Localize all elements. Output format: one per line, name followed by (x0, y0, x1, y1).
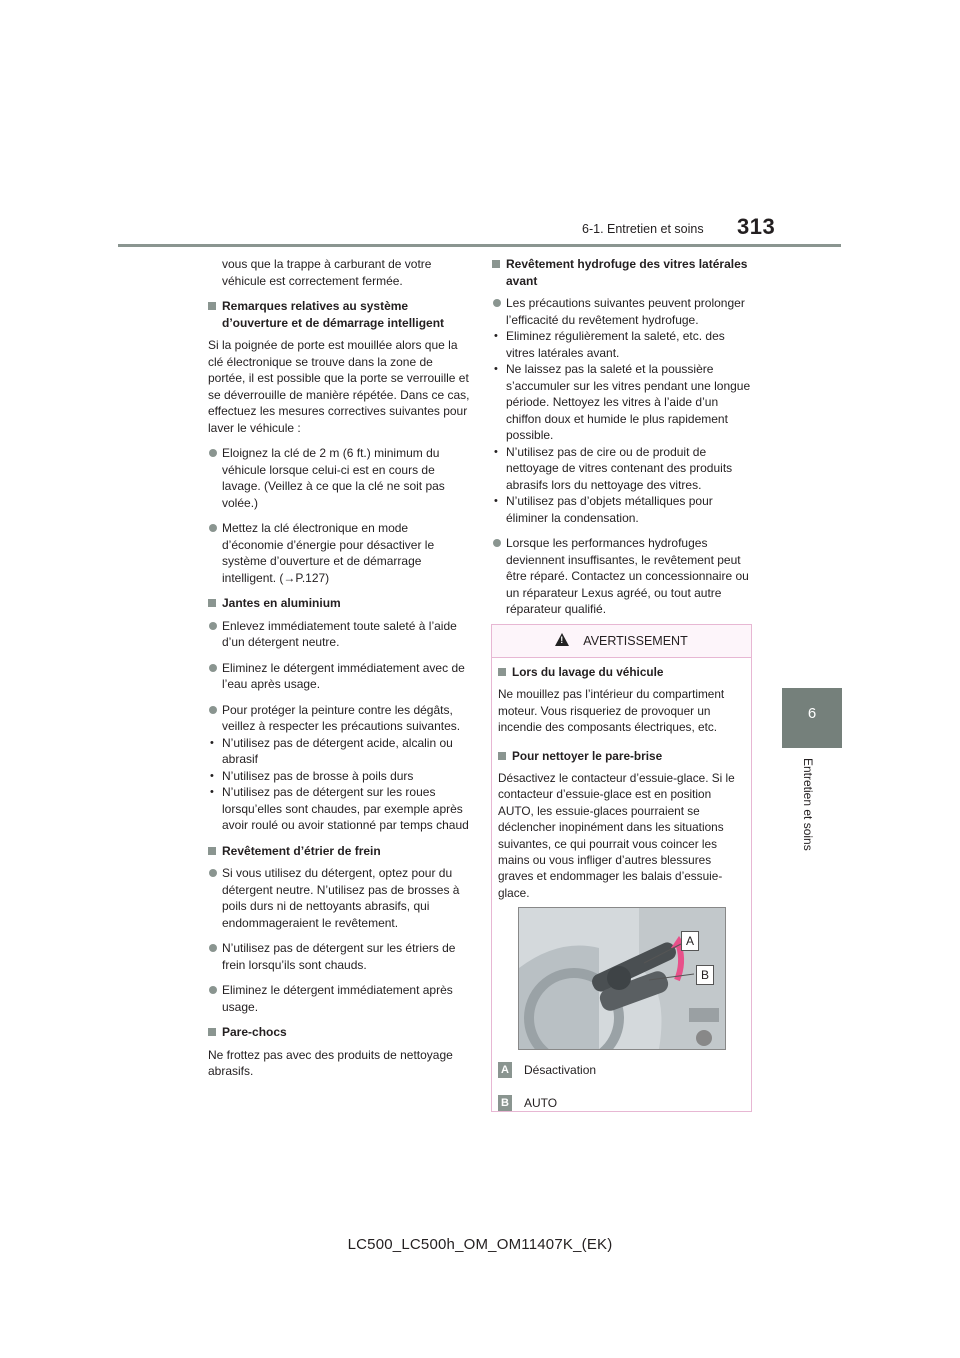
right-column (492, 256, 752, 627)
heading-alloy-wheels: Jantes en aluminium (208, 595, 470, 612)
sub-item: • N’utilisez pas d’objets métalliques pour éliminer la condensation. (492, 493, 752, 526)
sub-item: • N’utilisez pas de détergent sur les roues lorsqu’elles sont chaudes, par exemple après avoir roulé ou avoir stationné par temps chaud (208, 784, 470, 834)
bullet-item: Lorsque les performances hydrofuges deviennent insuffisantes, le revêtement peut être réparé. Contactez un concessionnaire ou un réparateur Lexus agréé, ou tout autre réparateur qualifié. (492, 535, 752, 618)
bullet-text: Pour protéger la peinture contre les dégâts, veillez à respecter les précautions suivantes. (222, 702, 461, 733)
callout-a: A (681, 931, 699, 951)
heading-brake-caliper: Revêtement d’étrier de frein (208, 843, 470, 860)
bullet-item (208, 702, 470, 834)
legend-text: AUTO (524, 1095, 558, 1110)
bullet-item: Eloignez la clé de 2 m (6 ft.) minimum du véhicule lorsque celui-ci est en cours de lavage. (Veillez à ce que la clé ne soit pas volée.) (208, 445, 470, 511)
bullet-item: N’utilisez pas de détergent sur les étriers de frein lorsqu’ils sont chauds. (208, 940, 470, 973)
warning-body (492, 658, 751, 1111)
sub-item: • N’utilisez pas de détergent acide, alcalin ou abrasif (208, 735, 470, 768)
warning-header (492, 625, 751, 658)
bullet-item: Si vous utilisez du détergent, optez pour du détergent neutre. N’utilisez pas de brosses à poils durs ni de nettoyants abrasifs, qui endommageraient le revêtement. (208, 865, 470, 931)
sub-item: • N’utilisez pas de cire ou de produit de nettoyage de vitres contenant des produits abrasifs lors du nettoyage des vitres. (492, 444, 752, 494)
left-column (208, 256, 470, 1089)
heading-car-wash: Lors du lavage du véhicule (498, 664, 745, 680)
bullet-item: Mettez la clé électronique en mode d’économie d’énergie pour désactiver le système d’ouverture et de démarrage intelligent. (→P.127) (208, 520, 470, 586)
paragraph-car-wash: Ne mouillez pas l’intérieur du compartiment moteur. Vous risqueriez de provoquer un incendie des composants électriques, etc. (498, 687, 725, 735)
legend-key: B (498, 1095, 512, 1111)
header-rule (118, 244, 841, 247)
bullet-text: Les précautions suivantes peuvent prolonger l’efficacité du revêtement hydrofuge. (506, 296, 745, 327)
warning-box (491, 624, 752, 1112)
section-title: 6-1. Entretien et soins (582, 222, 704, 236)
bullet-item: Eliminez le détergent immédiatement avec de l’eau après usage. (208, 660, 470, 693)
warning-icon: ! (555, 633, 569, 646)
footer-code: LC500_LC500h_OM_OM11407K_(EK) (347, 1236, 613, 1253)
continued-text: vous que la trappe à carburant de votre véhicule est correctement fermée. (222, 257, 432, 288)
heading-windshield: Pour nettoyer le pare-brise (498, 748, 745, 764)
sub-item: • N’utilisez pas de brosse à poils durs (208, 768, 470, 785)
legend-item (498, 1095, 745, 1111)
sub-item: • Ne laissez pas la saleté et la poussière s’accumuler sur les vitres pendant une longue période. Nettoyez les vitres à l’aide d’un chiffon doux et humide le plus rapidement possible. (492, 361, 752, 444)
callout-b: B (696, 965, 714, 985)
legend-item (498, 1062, 745, 1078)
heading-water-repellent: Revêtement hydrofuge des vitres latérales avant (492, 256, 752, 289)
heading-bumpers: Pare-chocs (208, 1024, 470, 1041)
wiper-switch-figure (518, 907, 726, 1050)
paragraph-bumpers: Ne frottez pas avec des produits de nettoyage abrasifs. (208, 1047, 453, 1078)
bullet-item (492, 295, 752, 526)
chapter-tab-label: Entretien et soins (801, 758, 815, 851)
paragraph-windshield: Désactivez le contacteur d’essuie-glace. Si le contacteur d’essuie-glace est en position AUTO, les essuie-glaces pourraient se déclencher inopinément dans les situations suivantes, ce qui pourrait vous coincer les mains ou vous infliger d’autres blessures graves et endommager les balais d’essuie-glace. (498, 771, 735, 900)
wiper-switch-illustration (519, 908, 725, 1049)
legend-text: Désactivation (524, 1063, 597, 1078)
chapter-tab: 6 (782, 688, 842, 748)
sub-item: • Eliminez régulièrement la saleté, etc. des vitres latérales avant. (492, 328, 752, 361)
page-number: 313 (737, 214, 776, 239)
legend-key: A (498, 1062, 512, 1078)
paragraph-smart-entry: Si la poignée de porte est mouillée alors que la clé électronique se trouve dans la zone de portée, il est possible que la porte se verrouille et se déverrouille de manière répétée. Dans ce cas, effectuez les mesures correctives suivantes pour laver le véhicule : (208, 338, 470, 435)
bullet-item: Eliminez le détergent immédiatement après usage. (208, 982, 470, 1015)
heading-smart-entry: Remarques relatives au système d’ouverture et de démarrage intelligent (208, 298, 470, 331)
warning-title: AVERTISSEMENT (583, 634, 688, 648)
bullet-item: Enlevez immédiatement toute saleté à l’aide d’un détergent neutre. (208, 618, 470, 651)
